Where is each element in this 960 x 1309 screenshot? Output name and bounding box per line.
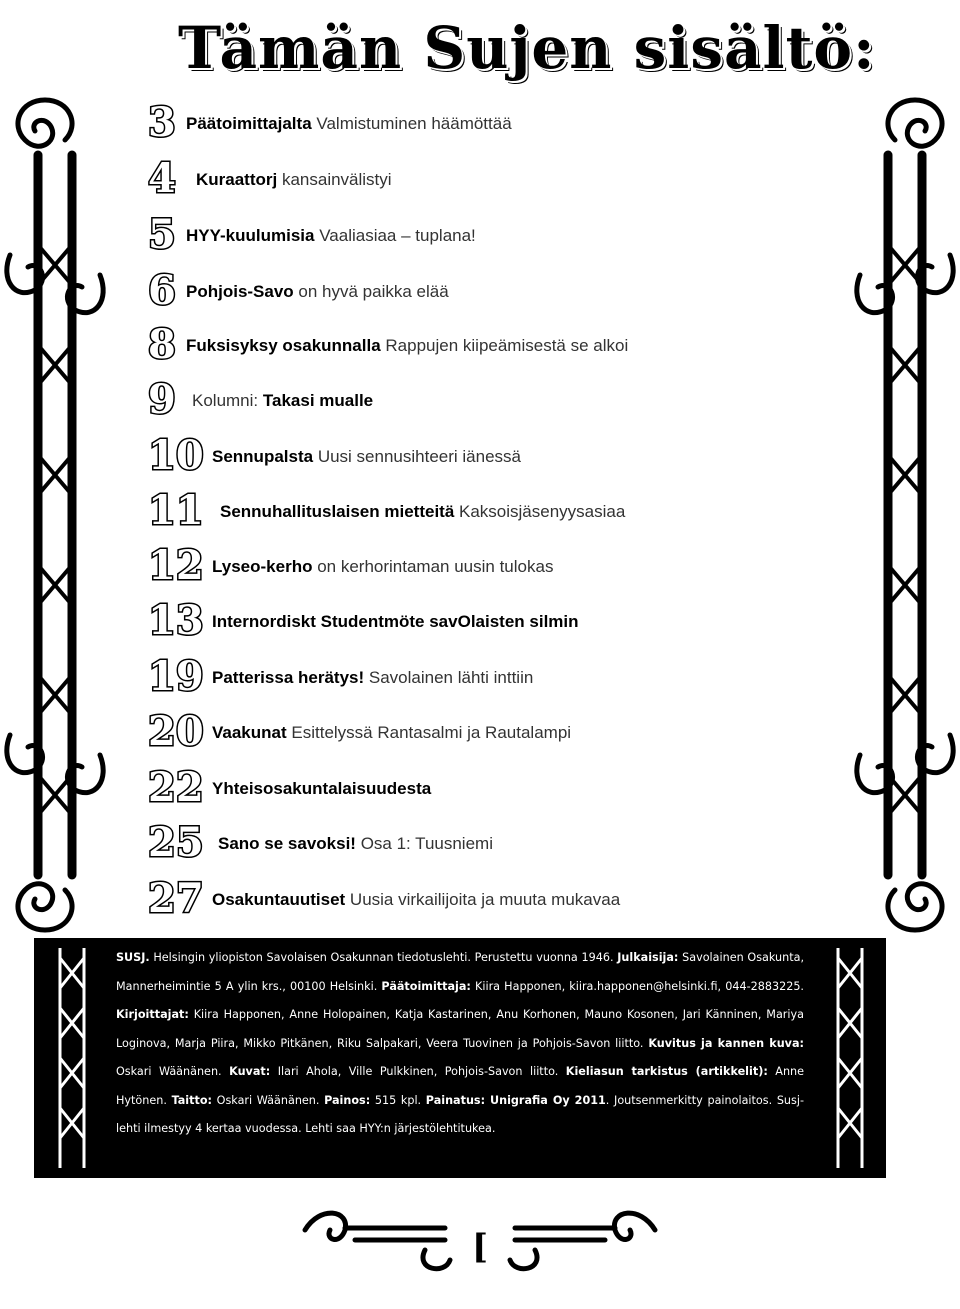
colophon-value: Ilari Ahola, Ville Pulkkinen, Pohjois-Savon liitto. (270, 1065, 566, 1078)
scroll-border-ornament-icon (42, 938, 102, 1178)
colophon-label: Julkaisija: (617, 951, 679, 964)
toc-entry-title: Yhteisosakuntalaisuudesta (212, 779, 432, 798)
toc-entry-title: Sennuhallituslaisen mietteitä (220, 502, 455, 521)
bottom-flourish-ornament-icon (295, 1200, 665, 1280)
toc-entry-subtitle: Esittelyssä Rantasalmi ja Rautalampi (286, 723, 572, 742)
toc-page-number: 27 (148, 875, 204, 922)
toc-entry (148, 818, 848, 868)
toc-page-number: 25 (148, 819, 204, 866)
toc-entry-subtitle: Kaksoisjäsenyysasiaa (454, 502, 626, 521)
toc-entry (148, 596, 848, 646)
colophon-value: . Joutsenmerkitty painolaitos. Susj-lehti ilmestyy 4 kertaa vuodessa. Lehti saa HYY:n järjestölehtitukea. (116, 1093, 804, 1135)
toc-page-number: 6 (148, 267, 176, 314)
colophon-label: Taitto: (171, 1093, 212, 1107)
colophon-box (34, 938, 886, 1178)
colophon-label: Kieliasun tarkistus (artikkelit): (565, 1065, 768, 1078)
toc-entry-title: HYY-kuulumisia (186, 226, 315, 245)
toc-page-number: 13 (148, 597, 204, 644)
toc-entry-title: Lyseo-kerho (212, 557, 313, 576)
page-number: [ (471, 1227, 489, 1267)
toc-page-number: 12 (148, 542, 204, 589)
page-title: Tämän Sujen sisältö: (178, 14, 876, 82)
toc-entry (148, 652, 848, 702)
toc-entry-title: Päätoimittajalta (186, 114, 312, 133)
toc-entry-subtitle: on hyvä paikka elää (293, 282, 449, 301)
toc-entry (148, 763, 848, 813)
toc-page-number: 10 (148, 432, 204, 479)
colophon-value: Oskari Wäänänen. (116, 1065, 230, 1078)
toc-page-number: 5 (148, 211, 176, 258)
toc-page-number: 3 (148, 99, 176, 146)
toc-entry-title: Patterissa herätys! (212, 668, 365, 687)
toc-page-number: 9 (148, 376, 176, 423)
colophon-value: Kiira Happonen, Anne Holopainen, Katja Kastarinen, Anu Korhonen, Mauno Kosonen, Jari Känninen, Mariya Loginova, Marja Piira, Mikko Pitkänen, Riku Salpakari, Veera Tuovinen ja Pohjois-Savon liitto. (116, 1008, 804, 1050)
scroll-border-ornament-icon (850, 95, 960, 935)
toc-entry-subtitle: on kerhorintaman uusin tulokas (312, 557, 554, 576)
toc-entry (148, 154, 848, 204)
toc-entry-title: Kuraattorj (196, 170, 278, 189)
toc-entry-title: Takasi mualle (262, 391, 374, 410)
toc-entry (148, 874, 848, 924)
toc-entry-subtitle: Uusi sennusihteeri iänessä (313, 447, 521, 466)
toc-page-number: 4 (148, 155, 176, 202)
toc-page-number: 22 (148, 764, 204, 811)
toc-entry-subtitle: Rappujen kiipeämisestä se alkoi (380, 336, 629, 355)
toc-entry (148, 266, 848, 316)
colophon-value: Helsingin yliopiston Savolaisen Osakunnan tiedotuslehti. Perustettu vuonna 1946. (149, 951, 618, 964)
colophon-label: Päätoimittaja: (381, 979, 471, 993)
toc-entry-subtitle: kansainvälistyi (277, 170, 392, 189)
toc-page-number: 8 (148, 321, 176, 368)
toc-entry (148, 541, 848, 591)
toc-entry (148, 320, 848, 370)
toc-entry-title: Sennupalsta (212, 447, 314, 466)
toc-entry-title: Fuksisyksy osakunnalla (186, 336, 381, 355)
colophon-value: Savolainen Osakunta, Mannerheimintie 5 A ylin krs., 00100 Helsinki. (116, 951, 805, 993)
toc-entry-subtitle: Uusia virkailijoita ja muuta mukavaa (345, 890, 621, 909)
toc-entry-prefix: Kolumni: (192, 391, 263, 410)
toc-entry-title: Vaakunat (212, 723, 287, 742)
toc-entry (148, 375, 848, 425)
scroll-border-ornament-icon (0, 95, 110, 935)
colophon-value: 515 kpl. (370, 1093, 426, 1107)
toc-page-number: 20 (148, 708, 204, 755)
colophon-label: Kirjoittajat: (116, 1008, 189, 1021)
toc-page-number: 19 (148, 653, 204, 700)
toc-entry-title: Internordiskt Studentmöte savOlaisten silmin (212, 612, 579, 631)
toc-entry-subtitle: Vaaliasiaa – tuplana! (314, 226, 476, 245)
toc-entry (148, 707, 848, 757)
toc-entry (148, 486, 848, 536)
toc-entry-subtitle: Valmistuminen häämöttää (311, 114, 512, 133)
colophon-label: SUSJ. (116, 951, 150, 964)
toc-entry (148, 431, 848, 481)
toc-entry-title: Sano se savoksi! (218, 834, 356, 853)
colophon-label: Kuvitus ja kannen kuva: (648, 1036, 804, 1050)
toc-entry (148, 98, 848, 148)
scroll-border-ornament-icon (820, 938, 880, 1178)
toc-entry (148, 210, 848, 260)
toc-page-number: 11 (148, 487, 204, 534)
colophon-value: Kiira Happonen, kiira.happonen@helsinki.fi, 044-2883225. (470, 979, 804, 993)
toc-entry-subtitle: Osa 1: Tuusniemi (355, 834, 493, 853)
toc-entry-subtitle: Savolainen lähti inttiin (364, 668, 534, 687)
colophon-label: Painos: (324, 1093, 371, 1107)
colophon-value: Oskari Wäänänen. (212, 1093, 325, 1107)
colophon-label: Kuvat: (229, 1065, 271, 1078)
colophon-value: Anne Hytönen. (116, 1065, 805, 1107)
toc-entry-title: Osakuntauutiset (212, 890, 346, 909)
colophon-label: Painatus: Unigrafia Oy 2011 (425, 1093, 606, 1107)
toc-entry-title: Pohjois-Savo (186, 282, 294, 301)
colophon-text (116, 944, 804, 1144)
